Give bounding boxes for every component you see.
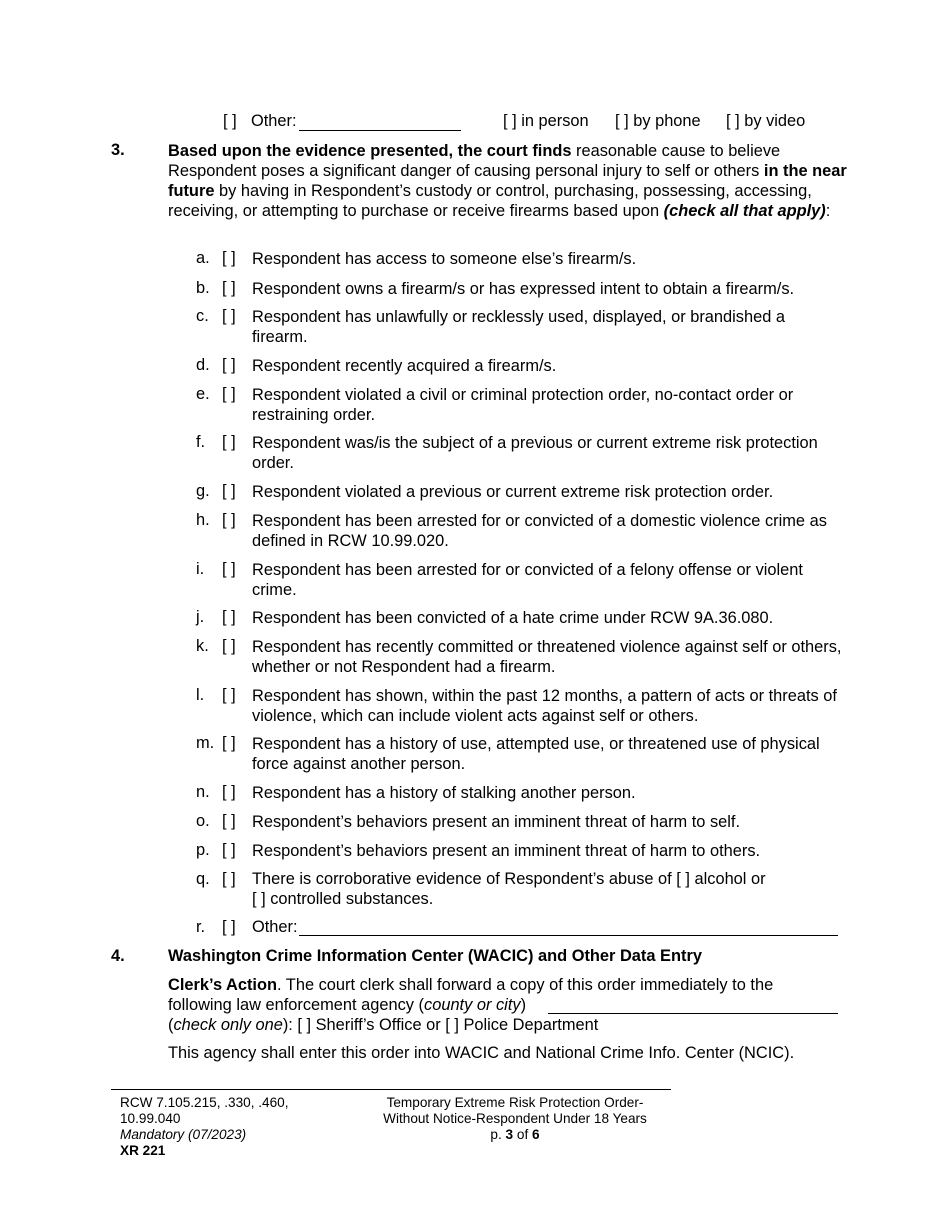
clerk-action-line-1 <box>168 976 773 995</box>
findings-lead: Based upon the evidence presented, the court finds <box>168 142 572 160</box>
item-letter: d. <box>196 356 210 374</box>
item-text: Respondent has been arrested for or convicted of a felony offense or violent crime. <box>252 561 803 599</box>
footer-page <box>355 1127 675 1143</box>
clerk-action-label: Clerk’s Action <box>168 976 277 994</box>
item-letter: k. <box>196 637 209 655</box>
item-letter: b. <box>196 279 210 297</box>
item-checkbox[interactable]: [ ] <box>222 812 236 830</box>
item-letter: c. <box>196 307 209 325</box>
item-text: Respondent has a history of use, attempted use, or threatened use of physical force against another person. <box>252 735 820 773</box>
item-text: Respondent has unlawfully or recklessly used, displayed, or brandished a firearm. <box>252 308 785 346</box>
footer-center <box>355 1095 675 1143</box>
page-total: 6 <box>532 1127 540 1142</box>
footer-rule <box>111 1089 671 1090</box>
item-text: Respondent was/is the subject of a previous or current extreme risk protection order. <box>252 434 818 472</box>
check-all-note: (check all that apply) <box>663 202 826 220</box>
item-checkbox[interactable]: [ ] <box>222 279 236 297</box>
footer-mandatory: Mandatory (07/2023) <box>120 1127 247 1142</box>
item-letter: j. <box>196 608 205 626</box>
footer-rcw-1: RCW 7.105.215, .330, .460, <box>120 1095 289 1110</box>
item-text: Respondent’s behaviors present an imminent threat of harm to others. <box>252 842 761 860</box>
footer-rcw-2: 10.99.040 <box>120 1111 181 1126</box>
item-text: Respondent violated a previous or current extreme risk protection order. <box>252 483 774 501</box>
item-checkbox[interactable]: [ ] <box>222 734 236 752</box>
by-video-option[interactable]: [ ] by video <box>726 112 806 130</box>
item-letter: i. <box>196 560 205 578</box>
other-label: Other: <box>251 112 297 130</box>
item-text: Respondent violated a civil or criminal protection order, no-contact order or restraining order. <box>252 386 794 424</box>
agency-options[interactable]: ): [ ] Sheriff’s Office or [ ] Police Department <box>282 1016 599 1034</box>
page-number: 3 <box>505 1127 514 1142</box>
item-text: Respondent has recently committed or threatened violence against self or others, whether or not Respondent had a firearm. <box>252 638 842 676</box>
item-letter: h. <box>196 511 210 529</box>
clerk-action-text-cont: following law enforcement agency ( <box>168 996 425 1014</box>
item-checkbox[interactable]: [ ] <box>222 637 236 655</box>
item-letter: a. <box>196 249 210 267</box>
other-checkbox[interactable]: [ ] <box>223 112 237 130</box>
item-q-text-2: [ ] controlled substances. <box>252 890 434 908</box>
findings-colon: : <box>825 202 831 220</box>
item-text: Respondent has been convicted of a hate crime under RCW 9A.36.080. <box>252 609 774 627</box>
clerk-close-paren: ) <box>520 996 527 1014</box>
item-letter: n. <box>196 783 210 801</box>
other-blank-line[interactable] <box>299 130 461 131</box>
item-r-label: Other: <box>252 918 298 936</box>
item-letter: p. <box>196 841 210 859</box>
item-checkbox[interactable]: [ ] <box>222 560 236 578</box>
item-checkbox[interactable]: [ ] <box>222 841 236 859</box>
county-or-city-note: county or city <box>424 996 521 1014</box>
item-checkbox[interactable]: [ ] <box>222 511 236 529</box>
item-checkbox[interactable]: [ ] <box>222 307 236 325</box>
footer-title-2: Without Notice-Respondent Under 18 Years <box>383 1111 647 1126</box>
item-checkbox[interactable]: [ ] <box>222 608 236 626</box>
page-prefix: p. <box>490 1127 506 1142</box>
agency-entry-text: This agency shall enter this order into WACIC and National Crime Info. Center (NCIC). <box>168 1044 795 1062</box>
by-phone-option[interactable]: [ ] by phone <box>615 112 701 130</box>
item-text: Respondent has shown, within the past 12 months, a pattern of acts or threats of violence, which can include violent acts against self or others. <box>252 687 837 725</box>
item-text: Respondent has access to someone else’s firearm/s. <box>252 250 637 268</box>
findings-near-future: in the near future <box>168 162 847 200</box>
item-text: Respondent’s behaviors present an imminent threat of harm to self. <box>252 813 741 831</box>
item-letter: e. <box>196 385 210 403</box>
item-r-checkbox[interactable]: [ ] <box>222 918 236 936</box>
footer-title-1: Temporary Extreme Risk Protection Order- <box>386 1095 644 1110</box>
item-letter: o. <box>196 812 210 830</box>
check-only-one-note: check only one <box>173 1016 283 1034</box>
section-4-title: Washington Crime Information Center (WACIC) and Other Data Entry <box>168 947 702 965</box>
item-checkbox[interactable]: [ ] <box>222 482 236 500</box>
item-text: Respondent has been arrested for or convicted of a domestic violence crime as defined in RCW 10.99.020. <box>252 512 827 550</box>
agency-blank-line[interactable] <box>548 1013 838 1014</box>
section-3-findings <box>168 141 848 221</box>
section-4-number: 4. <box>111 947 125 965</box>
check-only-one-line <box>168 1016 598 1035</box>
footer-form-code: XR 221 <box>120 1143 166 1158</box>
item-checkbox[interactable]: [ ] <box>222 249 236 267</box>
section-3-number: 3. <box>111 141 125 159</box>
item-text: Respondent owns a firearm/s or has expressed intent to obtain a firearm/s. <box>252 280 795 298</box>
item-checkbox[interactable]: [ ] <box>222 385 236 403</box>
findings-text-2: by having in Respondent’s custody or control, purchasing, possessing, accessing, receiving, or attempting to purchase or receive firearms based upon <box>168 182 812 220</box>
clerk-action-line-2 <box>168 996 526 1015</box>
page-of: of <box>513 1127 532 1142</box>
item-text: Respondent has a history of stalking another person. <box>252 784 636 802</box>
item-letter: l. <box>196 686 205 704</box>
item-q-letter: q. <box>196 870 210 888</box>
item-q-text-1: There is corroborative evidence of Respondent’s abuse of [ ] alcohol or <box>252 870 766 888</box>
item-r-letter: r. <box>196 918 206 936</box>
item-text: Respondent recently acquired a firearm/s. <box>252 357 557 375</box>
item-letter: m. <box>196 734 215 752</box>
item-checkbox[interactable]: [ ] <box>222 433 236 451</box>
footer-left <box>120 1095 289 1159</box>
item-letter: g. <box>196 482 210 500</box>
item-checkbox[interactable]: [ ] <box>222 356 236 374</box>
clerk-action-text: . The court clerk shall forward a copy of this order immediately to the <box>277 976 774 994</box>
item-letter: f. <box>196 433 206 451</box>
item-checkbox[interactable]: [ ] <box>222 783 236 801</box>
item-q-checkbox[interactable]: [ ] <box>222 870 236 888</box>
item-checkbox[interactable]: [ ] <box>222 686 236 704</box>
open-paren: ( <box>168 1016 174 1034</box>
in-person-option[interactable]: [ ] in person <box>503 112 589 130</box>
findings-text-1: reasonable cause to believe Respondent poses a significant danger of causing personal injury to self or others <box>168 142 781 180</box>
item-r-blank-line[interactable] <box>299 935 838 936</box>
